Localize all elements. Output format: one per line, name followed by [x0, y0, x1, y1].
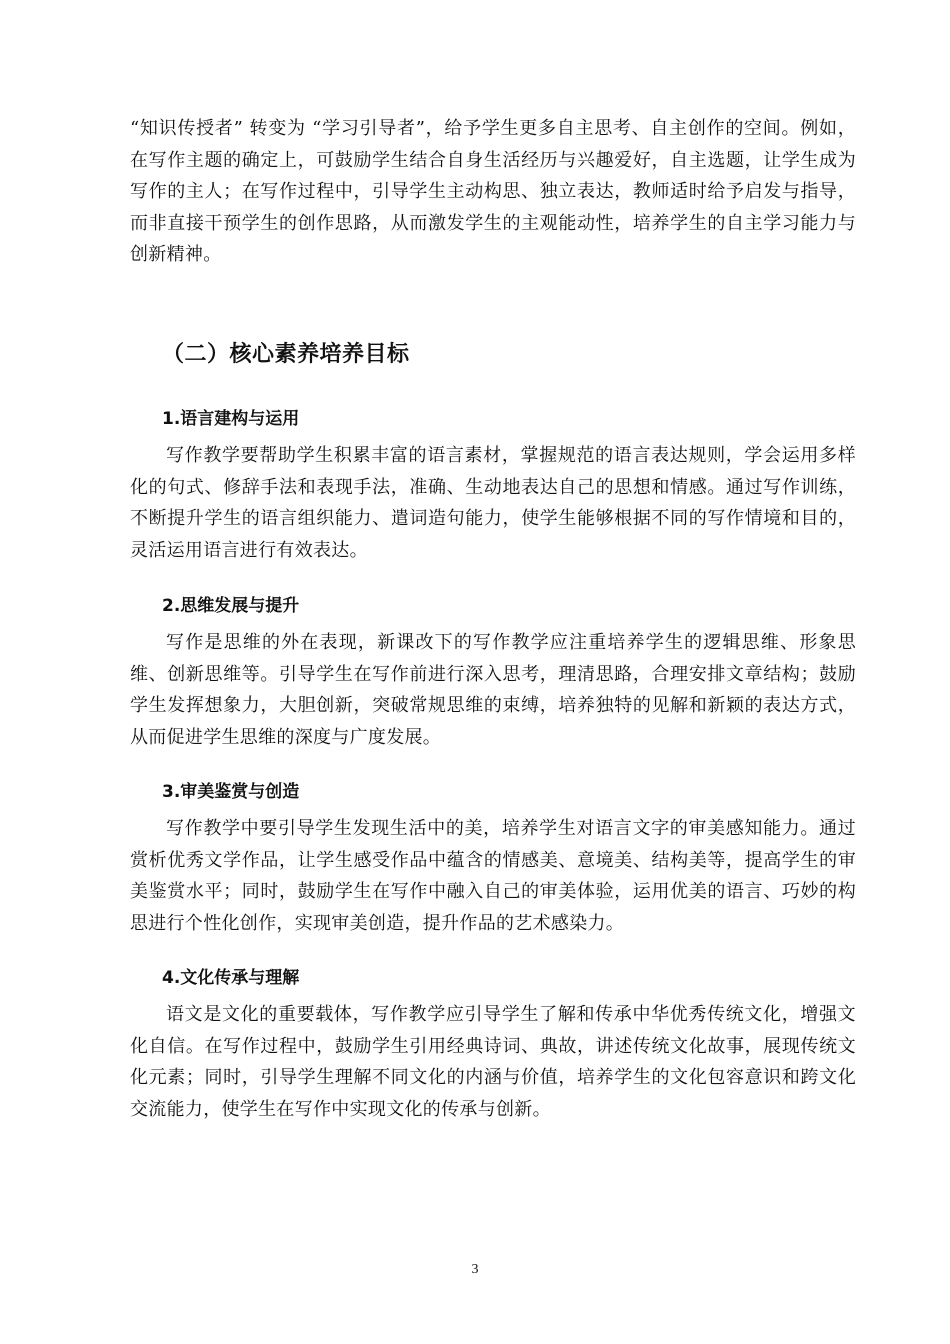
subsection-title-culture: 4.文化传承与理解	[162, 968, 300, 988]
subsection-text-culture: 语文是文化的重要载体，写作教学应引导学生了解和传承中华优秀传统文化，增强文化自信。在写作过程中，鼓励学生引用经典诗词、典故，讲述传统文化故事，展现传统文化元素；同时，引导学生理解不同文化的内涵与价值，培养学生的文化包容意识和跨文化交流能力，使学生在写作中实现文化的传承与创新。	[130, 1004, 856, 1120]
section-title: （二）核心素养培养目标	[162, 342, 410, 367]
subsection-title-thinking: 2.思维发展与提升	[162, 596, 300, 616]
intro-paragraph: “知识传授者” 转变为 “学习引导者”，给予学生更多自主思考、自主创作的空间。例如，在写作主题的确定上，可鼓励学生结合自身生活经历与兴趣爱好，自主选题，让学生成为写作的主人；在写作过程中，引导学生主动构思、独立表达，教师适时给予启发与指导，而非直接干预学生的创作思路，从而激发学生的主观能动性，培养学生的自主学习能力与创新精神。	[130, 118, 856, 265]
subsection-text-thinking: 写作是思维的外在表现，新课改下的写作教学应注重培养学生的逻辑思维、形象思维、创新思维等。引导学生在写作前进行深入思考，理清思路，合理安排文章结构；鼓励学生发挥想象力，大胆创新，突破常规思维的束缚，培养独特的见解和新颖的表达方式，从而促进学生思维的深度与广度发展。	[130, 632, 856, 748]
subsection-text-language: 写作教学要帮助学生积累丰富的语言素材，掌握规范的语言表达规则，学会运用多样化的句式、修辞手法和表现手法，准确、生动地表达自己的思想和情感。通过写作训练，不断提升学生的语言组织能力、遣词造句能力，使学生能够根据不同的写作情境和目的，灵活运用语言进行有效表达。	[130, 445, 856, 561]
subsection-title-language: 1.语言建构与运用	[162, 409, 300, 429]
page-number: 3	[471, 1262, 479, 1277]
subsection-title-aesthetics: 3.审美鉴赏与创造	[162, 782, 300, 802]
subsection-text-aesthetics: 写作教学中要引导学生发现生活中的美，培养学生对语言文字的审美感知能力。通过赏析优秀文学作品，让学生感受作品中蕴含的情感美、意境美、结构美等，提高学生的审美鉴赏水平；同时，鼓励学生在写作中融入自己的审美体验，运用优美的语言、巧妙的构思进行个性化创作，实现审美创造，提升作品的艺术感染力。	[130, 818, 856, 934]
